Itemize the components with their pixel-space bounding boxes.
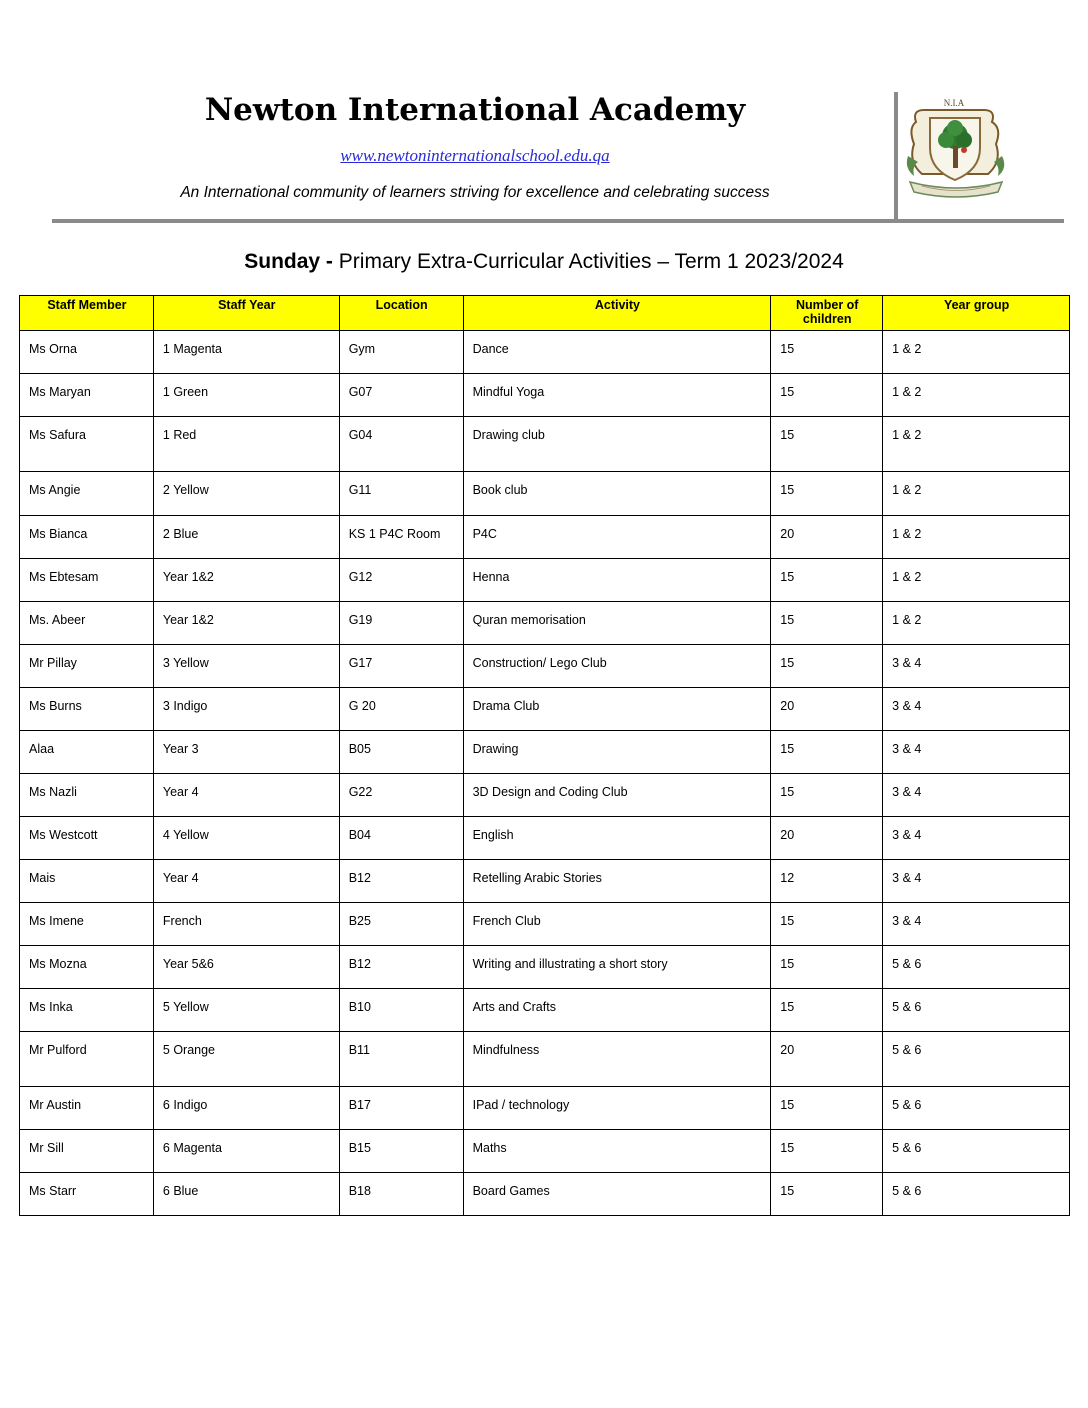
website-link[interactable]: www.newtoninternationalschool.edu.qa	[340, 146, 610, 165]
cell-location: B04	[339, 817, 463, 860]
cell-year-group: 3 & 4	[883, 860, 1070, 903]
cell-staff-year: 6 Magenta	[153, 1130, 339, 1173]
cell-staff-member: Ms Bianca	[20, 516, 154, 559]
cell-location: G11	[339, 472, 463, 516]
table-row	[20, 602, 1070, 645]
table-row	[20, 946, 1070, 989]
cell-location: G07	[339, 374, 463, 417]
table-row	[20, 860, 1070, 903]
cell-activity: Writing and illustrating a short story	[463, 946, 771, 989]
cell-location: B10	[339, 989, 463, 1032]
cell-staff-member: Ms Burns	[20, 688, 154, 731]
cell-number-of-children: 15	[771, 1087, 883, 1130]
page-subtitle	[0, 250, 1088, 274]
cell-location: G19	[339, 602, 463, 645]
table-row	[20, 774, 1070, 817]
cell-year-group: 1 & 2	[883, 516, 1070, 559]
table-row	[20, 331, 1070, 374]
cell-staff-year: 2 Yellow	[153, 472, 339, 516]
cell-location: B25	[339, 903, 463, 946]
table-row	[20, 989, 1070, 1032]
cell-staff-member: Mr Sill	[20, 1130, 154, 1173]
document-header	[0, 0, 1088, 230]
cell-staff-member: Ms Imene	[20, 903, 154, 946]
cell-number-of-children: 15	[771, 903, 883, 946]
cell-location: G 20	[339, 688, 463, 731]
cell-activity: IPad / technology	[463, 1087, 771, 1130]
cell-activity: Mindful Yoga	[463, 374, 771, 417]
cell-staff-member: Ms Orna	[20, 331, 154, 374]
column-header-staff-year: Staff Year	[153, 296, 339, 331]
table-row	[20, 374, 1070, 417]
cell-staff-year: Year 5&6	[153, 946, 339, 989]
table-header-row	[20, 296, 1070, 331]
header-divider-horizontal	[52, 219, 1064, 223]
cell-activity: French Club	[463, 903, 771, 946]
cell-number-of-children: 20	[771, 1032, 883, 1087]
school-name: Newton International Academy	[204, 92, 746, 128]
cell-staff-year: 1 Red	[153, 417, 339, 472]
cell-year-group: 3 & 4	[883, 645, 1070, 688]
cell-location: Gym	[339, 331, 463, 374]
cell-staff-year: 3 Indigo	[153, 688, 339, 731]
school-crest-logo	[902, 96, 1010, 202]
cell-activity: Drawing	[463, 731, 771, 774]
cell-location: B12	[339, 860, 463, 903]
cell-number-of-children: 20	[771, 817, 883, 860]
cell-year-group: 3 & 4	[883, 688, 1070, 731]
cell-number-of-children: 20	[771, 688, 883, 731]
table-row	[20, 1087, 1070, 1130]
table-row	[20, 516, 1070, 559]
cell-staff-year: 4 Yellow	[153, 817, 339, 860]
cell-year-group: 5 & 6	[883, 946, 1070, 989]
cell-location: B18	[339, 1173, 463, 1216]
cell-staff-year: 1 Magenta	[153, 331, 339, 374]
cell-staff-year: Year 1&2	[153, 602, 339, 645]
tagline: An International community of learners striving for excellence and celebrating success	[180, 184, 770, 201]
cell-staff-year: Year 4	[153, 860, 339, 903]
cell-number-of-children: 15	[771, 331, 883, 374]
cell-staff-member: Ms Inka	[20, 989, 154, 1032]
cell-year-group: 3 & 4	[883, 903, 1070, 946]
cell-staff-year: Year 1&2	[153, 559, 339, 602]
cell-location: G04	[339, 417, 463, 472]
cell-year-group: 3 & 4	[883, 817, 1070, 860]
table-row	[20, 1130, 1070, 1173]
cell-staff-member: Alaa	[20, 731, 154, 774]
cell-year-group: 1 & 2	[883, 331, 1070, 374]
table-row	[20, 559, 1070, 602]
cell-activity: Maths	[463, 1130, 771, 1173]
cell-number-of-children: 15	[771, 645, 883, 688]
cell-staff-member: Ms Angie	[20, 472, 154, 516]
cell-staff-year: 6 Indigo	[153, 1087, 339, 1130]
cell-activity: Dance	[463, 331, 771, 374]
activities-table	[19, 295, 1070, 1216]
cell-location: B05	[339, 731, 463, 774]
cell-number-of-children: 15	[771, 559, 883, 602]
cell-number-of-children: 20	[771, 516, 883, 559]
cell-location: G22	[339, 774, 463, 817]
header-divider-vertical	[894, 92, 898, 221]
cell-staff-member: Ms Starr	[20, 1173, 154, 1216]
cell-year-group: 1 & 2	[883, 602, 1070, 645]
cell-location: B11	[339, 1032, 463, 1087]
cell-activity: Construction/ Lego Club	[463, 645, 771, 688]
table-row	[20, 1173, 1070, 1216]
cell-staff-member: Ms Mozna	[20, 946, 154, 989]
cell-staff-member: Mr Pulford	[20, 1032, 154, 1087]
column-header-number-of-children: Number of children	[771, 296, 883, 331]
cell-staff-member: Mais	[20, 860, 154, 903]
cell-activity: Quran memorisation	[463, 602, 771, 645]
cell-staff-member: Ms Maryan	[20, 374, 154, 417]
column-header-activity: Activity	[463, 296, 771, 331]
cell-staff-year: French	[153, 903, 339, 946]
table-row	[20, 903, 1070, 946]
subtitle-text: Primary Extra-Curricular Activities – Term 1 2023/2024	[338, 250, 844, 273]
cell-location: G17	[339, 645, 463, 688]
table-row	[20, 417, 1070, 472]
cell-staff-year: Year 3	[153, 731, 339, 774]
cell-activity: 3D Design and Coding Club	[463, 774, 771, 817]
cell-number-of-children: 15	[771, 774, 883, 817]
cell-activity: Drawing club	[463, 417, 771, 472]
column-header-location: Location	[339, 296, 463, 331]
cell-location: KS 1 P4C Room	[339, 516, 463, 559]
cell-staff-member: Ms Westcott	[20, 817, 154, 860]
cell-staff-year: 5 Yellow	[153, 989, 339, 1032]
cell-year-group: 3 & 4	[883, 774, 1070, 817]
cell-staff-member: Mr Austin	[20, 1087, 154, 1130]
cell-number-of-children: 15	[771, 417, 883, 472]
cell-staff-year: 5 Orange	[153, 1032, 339, 1087]
cell-year-group: 3 & 4	[883, 731, 1070, 774]
cell-activity: Retelling Arabic Stories	[463, 860, 771, 903]
table-row	[20, 688, 1070, 731]
cell-number-of-children: 15	[771, 472, 883, 516]
cell-staff-year: 6 Blue	[153, 1173, 339, 1216]
column-header-staff-member: Staff Member	[20, 296, 154, 331]
cell-number-of-children: 15	[771, 1173, 883, 1216]
cell-staff-member: Ms Ebtesam	[20, 559, 154, 602]
cell-year-group: 1 & 2	[883, 374, 1070, 417]
table-row	[20, 817, 1070, 860]
cell-activity: P4C	[463, 516, 771, 559]
cell-location: G12	[339, 559, 463, 602]
cell-activity: Henna	[463, 559, 771, 602]
cell-staff-year: 2 Blue	[153, 516, 339, 559]
cell-location: B17	[339, 1087, 463, 1130]
cell-year-group: 5 & 6	[883, 1087, 1070, 1130]
cell-number-of-children: 15	[771, 602, 883, 645]
column-header-year-group: Year group	[883, 296, 1070, 331]
cell-location: B15	[339, 1130, 463, 1173]
cell-year-group: 5 & 6	[883, 1130, 1070, 1173]
table-row	[20, 472, 1070, 516]
cell-year-group: 5 & 6	[883, 1173, 1070, 1216]
cell-year-group: 1 & 2	[883, 417, 1070, 472]
table-row	[20, 645, 1070, 688]
cell-year-group: 1 & 2	[883, 559, 1070, 602]
table-row	[20, 1032, 1070, 1087]
cell-staff-year: Year 4	[153, 774, 339, 817]
cell-number-of-children: 15	[771, 1130, 883, 1173]
cell-staff-year: 3 Yellow	[153, 645, 339, 688]
cell-staff-member: Ms Safura	[20, 417, 154, 472]
cell-year-group: 5 & 6	[883, 989, 1070, 1032]
cell-activity: Arts and Crafts	[463, 989, 771, 1032]
cell-number-of-children: 15	[771, 374, 883, 417]
cell-activity: English	[463, 817, 771, 860]
table-row	[20, 731, 1070, 774]
cell-activity: Drama Club	[463, 688, 771, 731]
crest-lettering: N.I.A	[943, 98, 965, 108]
cell-staff-year: 1 Green	[153, 374, 339, 417]
cell-staff-member: Ms Nazli	[20, 774, 154, 817]
cell-staff-member: Ms. Abeer	[20, 602, 154, 645]
cell-number-of-children: 12	[771, 860, 883, 903]
cell-number-of-children: 15	[771, 731, 883, 774]
cell-activity: Book club	[463, 472, 771, 516]
cell-location: B12	[339, 946, 463, 989]
cell-year-group: 1 & 2	[883, 472, 1070, 516]
cell-staff-member: Mr Pillay	[20, 645, 154, 688]
cell-number-of-children: 15	[771, 989, 883, 1032]
cell-activity: Board Games	[463, 1173, 771, 1216]
subtitle-day: Sunday -	[244, 250, 333, 273]
cell-year-group: 5 & 6	[883, 1032, 1070, 1087]
cell-activity: Mindfulness	[463, 1032, 771, 1087]
cell-number-of-children: 15	[771, 946, 883, 989]
